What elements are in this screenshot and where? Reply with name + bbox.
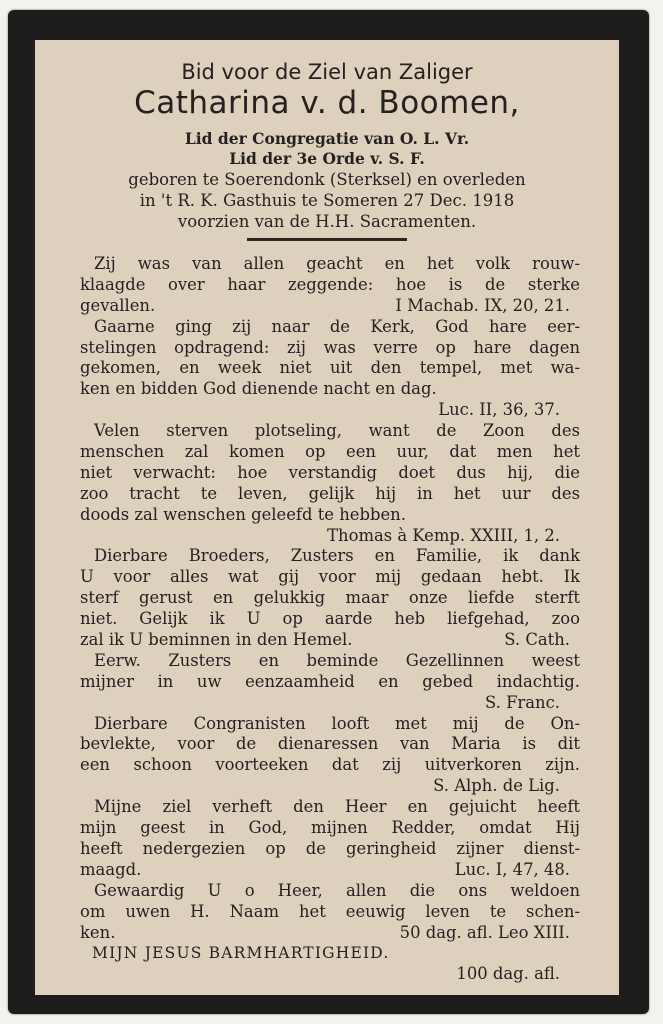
death-line: in 't R. K. Gasthuis te Someren 27 Dec. 1918 (139, 191, 515, 210)
text-line: zoo tracht te leven, gelijk hij in het uur des (80, 483, 580, 503)
citation: S. Alph. de Lig. (433, 776, 560, 796)
text-line: bevlekte, voor de dienaressen van Maria is dit (80, 734, 580, 754)
text-line-end: maagd. (80, 859, 142, 879)
text-line (80, 630, 580, 651)
text-line-end: ken. (80, 922, 116, 942)
text-line: niet. Gelijk ik U op aarde heb liefgehad, zoo (80, 609, 580, 629)
prayer-card (35, 40, 619, 995)
divider-rule (247, 238, 407, 241)
deceased-name: Catharina v. d. Boomen, (134, 85, 520, 121)
text-line: Gewaardig U o Heer, allen die ons weldoen (94, 880, 580, 900)
text-line-end: zal ik U beminnen in den Hemel. (80, 630, 353, 650)
text-line: Velen sterven plotseling, want de Zoon des (94, 421, 580, 441)
citation: S. Franc. (485, 692, 560, 712)
card-title: Bid voor de Ziel van Zaliger (181, 60, 473, 84)
card-text (80, 254, 580, 985)
citation: I Machab. IX, 20, 21. (395, 295, 570, 315)
text-line: een schoon voorteeken dat zij uitverkoren zijn. (80, 755, 580, 775)
order-line: Lid der 3e Orde v. S. F. (229, 149, 425, 168)
text-line: ken en bidden God dienende nacht en dag. (80, 379, 437, 399)
text-line: mijn geest in God, mijnen Redder, omdat Hij (80, 818, 580, 838)
citation: S. Cath. (504, 630, 570, 650)
text-line: Eerw. Zusters en beminde Gezellinnen weest (94, 650, 580, 670)
text-line: Dierbare Congranisten looft met mij de On- (94, 713, 580, 733)
text-line: om uwen H. Naam het eeuwig leven te schen- (80, 901, 580, 921)
birth-line: geboren te Soerendonk (Sterksel) en overleden (128, 170, 526, 189)
text-line: Mijne ziel verheft den Heer en gejuicht heeft (94, 797, 580, 817)
text-line: U voor alles wat gij voor mij gedaan hebt. Ik (80, 567, 580, 587)
text-line (80, 296, 580, 317)
sacraments-line: voorzien van de H.H. Sacramenten. (177, 212, 477, 231)
text-line: sterf gerust en gelukkig maar onze liefde sterft (80, 588, 580, 608)
citation: Thomas à Kemp. XXIII, 1, 2. (327, 525, 560, 545)
text-line: stelingen opdragend: zij was verre op hare dagen (80, 337, 580, 357)
citation: Luc. II, 36, 37. (438, 400, 560, 420)
text-line: doods zal wenschen geleefd te hebben. (80, 504, 406, 524)
indulgence-note: 100 dag. afl. (456, 964, 560, 984)
text-line: menschen zal komen op een uur, dat men het (80, 442, 580, 462)
text-line: Dierbare Broeders, Zusters en Familie, ik dank (94, 546, 580, 566)
text-line (80, 923, 580, 944)
congregation-line: Lid der Congregatie van O. L. Vr. (184, 129, 470, 148)
text-line: gekomen, en week niet uit den tempel, met wa- (80, 358, 580, 378)
text-line: Zij was van allen geacht en het volk rouw- (94, 254, 580, 273)
text-line: mijner in uw eenzaamheid en gebed indachtig. (80, 671, 580, 691)
citation: 50 dag. afl. Leo XIII. (399, 922, 570, 942)
text-line (80, 860, 580, 881)
text-line: heeft nedergezien op de geringheid zijner dienst- (80, 838, 580, 858)
text-line: niet verwacht: hoe verstandig doet dus hij, die (80, 462, 580, 482)
text-line-end: gevallen. (80, 295, 156, 315)
text-line: Gaarne ging zij naar de Kerk, God hare eer- (94, 316, 580, 336)
citation: Luc. I, 47, 48. (454, 859, 570, 879)
text-line: klaagde over haar zeggende: hoe is de sterke (80, 274, 580, 294)
closing-invocation: MIJN JESUS BARMHARTIGHEID. (92, 944, 390, 963)
